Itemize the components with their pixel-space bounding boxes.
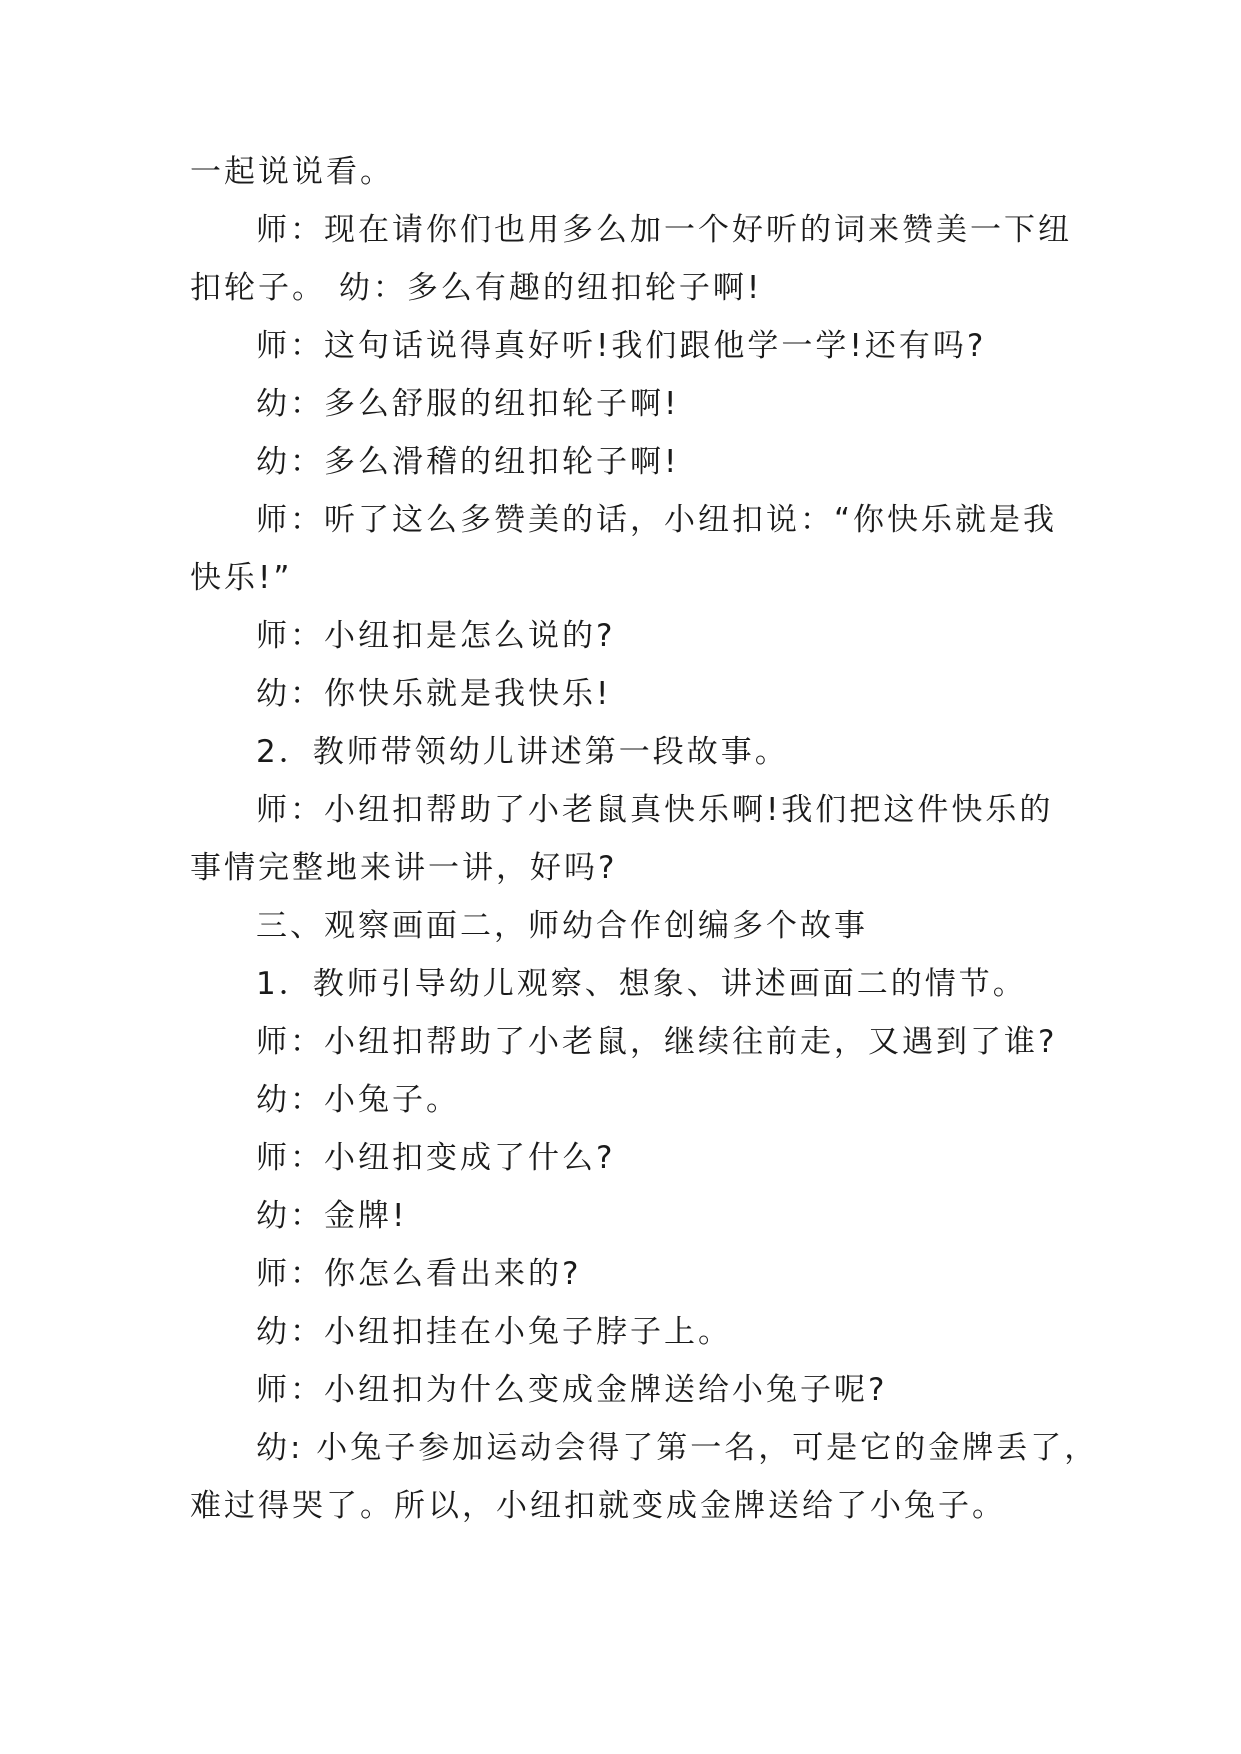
text-line: 幼: 小兔子参加运动会得了第一名，可是它的金牌丢了，: [256, 1430, 1099, 1466]
text-line: 师：你怎么看出来的?: [256, 1256, 582, 1292]
text-line: 师：现在请你们也用多么加一个好听的词来赞美一下纽: [256, 212, 1072, 248]
text-line: 扣轮子。 幼：多么有趣的纽扣轮子啊!: [190, 270, 763, 306]
text-line: 幼：小纽扣挂在小兔子脖子上。: [256, 1314, 732, 1350]
text-line: 幼：你快乐就是我快乐!: [256, 676, 612, 712]
text-line: 师：听了这么多赞美的话，小纽扣说：“你快乐就是我: [256, 502, 1058, 538]
text-line: 师：小纽扣变成了什么?: [256, 1140, 616, 1176]
text-line: 师：小纽扣帮助了小老鼠，继续往前走，又遇到了谁?: [256, 1024, 1058, 1060]
section-heading: 三、观察画面二，师幼合作创编多个故事: [256, 908, 868, 944]
text-line: 事情完整地来讲一讲，好吗?: [190, 850, 618, 886]
text-line: 幼：金牌!: [256, 1198, 408, 1234]
text-line: 快乐!”: [190, 560, 293, 596]
text-line: 师：小纽扣为什么变成金牌送给小兔子呢?: [256, 1372, 888, 1408]
text-line: 幼：多么滑稽的纽扣轮子啊!: [256, 444, 680, 480]
text-line: 师：小纽扣帮助了小老鼠真快乐啊!我们把这件快乐的: [256, 792, 1054, 828]
text-line: 幼：小兔子。: [256, 1082, 460, 1118]
text-line: 师：这句话说得真好听!我们跟他学一学!还有吗?: [256, 328, 987, 364]
document-body: [190, 152, 1099, 1544]
text-line: 难过得哭了。所以，小纽扣就变成金牌送给了小兔子。: [190, 1488, 1006, 1524]
text-line: 幼：多么舒服的纽扣轮子啊!: [256, 386, 680, 422]
text-line: 师：小纽扣是怎么说的?: [256, 618, 616, 654]
text-line: 1．教师引导幼儿观察、想象、讲述画面二的情节。: [256, 966, 1027, 1002]
text-line: 一起说说看。: [190, 154, 394, 190]
text-line: 2．教师带领幼儿讲述第一段故事。: [256, 734, 789, 770]
